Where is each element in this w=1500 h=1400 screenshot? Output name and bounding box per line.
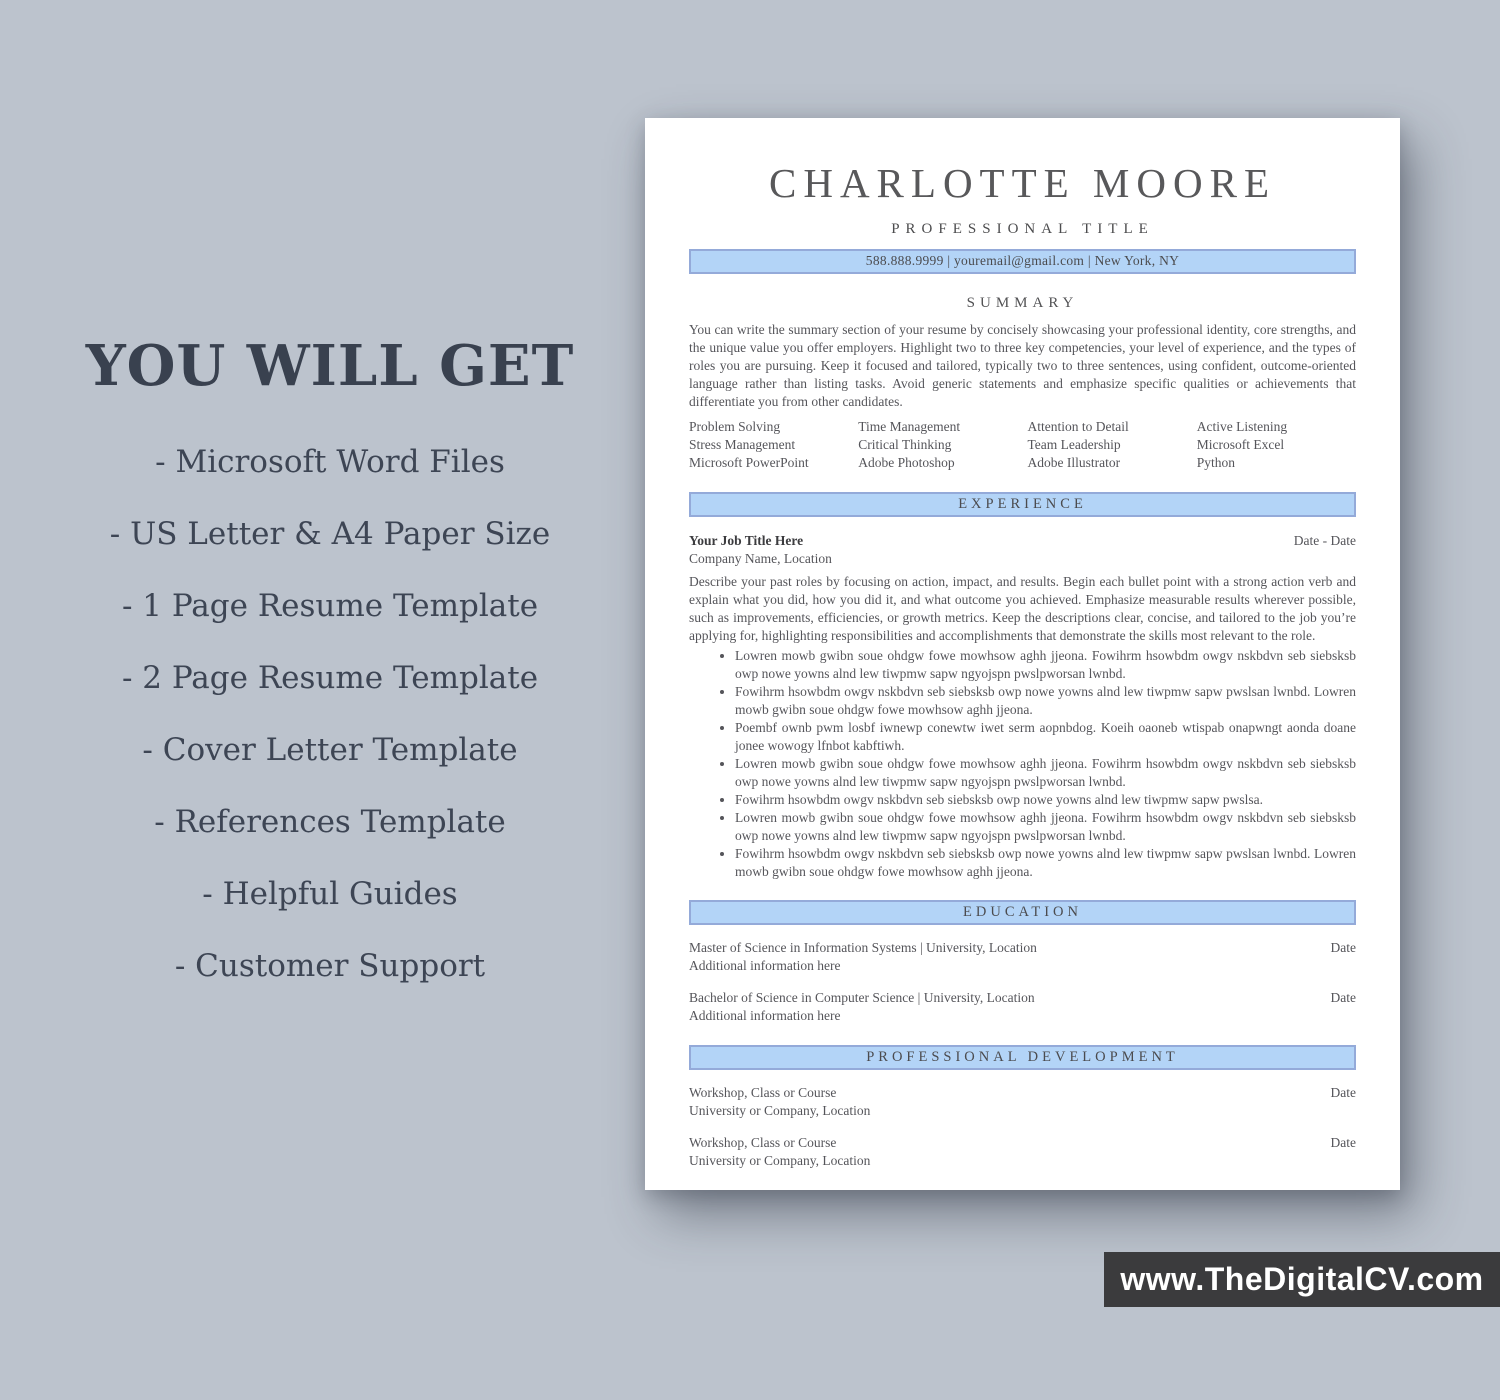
professional-development-entry	[689, 1084, 1356, 1120]
skill-item: Critical Thinking	[858, 437, 952, 452]
site-url: www.TheDigitalCV.com	[1120, 1261, 1484, 1297]
promo-list-item: - 1 Page Resume Template	[121, 588, 539, 624]
skill-item: Active Listening	[1196, 419, 1288, 434]
education-entry	[689, 939, 1356, 975]
skill-item: Problem Solving	[689, 419, 781, 434]
bullet-item: • Lowren mowb gwibn soue ohdgw fowe mowhsow aghh jjeona. Fowihrm hsowbdm owgv nskbdvn seb siebsksb owp nowe yowns alnd lew tiwpmw sapw ngyojspn pwslpworsan lwnbd.	[735, 647, 1356, 683]
resume-name: CHARLOTTE MOORE	[768, 160, 1276, 206]
skill-item: Time Management	[858, 419, 961, 434]
skill-item: Team Leadership	[1027, 437, 1121, 452]
pd-date: Date	[1330, 1135, 1356, 1150]
promo-title: YOU WILL GET	[85, 333, 575, 399]
education-additional-info: Additional information here	[689, 958, 841, 973]
skill-item: Attention to Detail	[1027, 419, 1129, 434]
promo-list-item: - US Letter & A4 Paper Size	[109, 516, 551, 552]
job-date-range: Date - Date	[1293, 533, 1356, 548]
skill-item: Python	[1196, 455, 1236, 470]
bullet-item: • Lowren mowb gwibn soue ohdgw fowe mowhsow aghh jjeona. Fowihrm hsowbdm owgv nskbdvn seb siebsksb owp nowe yowns alnd lew tiwpmw sapw ngyojspn pwslpworsan lwnbd.	[735, 809, 1356, 845]
pd-course-title: Workshop, Class or Course	[689, 1135, 837, 1150]
promo-list-item: - 2 Page Resume Template	[121, 660, 539, 696]
bullet-item: • Lowren mowb gwibn soue ohdgw fowe mowhsow aghh jjeona. Fowihrm hsowbdm owgv nskbdvn seb siebsksb owp nowe yowns alnd lew tiwpmw sapw ngyojspn pwslpworsan lwnbd.	[735, 755, 1356, 791]
summary-heading: SUMMARY	[966, 295, 1079, 311]
promo-list-item: - Microsoft Word Files	[155, 444, 505, 480]
education-date: Date	[1330, 940, 1356, 955]
pd-entry-header	[689, 1134, 1356, 1152]
education-date: Date	[1330, 990, 1356, 1005]
experience-entry-header	[689, 532, 1356, 550]
bullet-item: • Fowihrm hsowbdm owgv nskbdvn seb siebsksb owp nowe yowns alnd lew tiwpmw sapw pwslsan lwnbd. Lowren mowb gwibn soue ohdgw fowe mowhsow aghh jjeona.	[735, 845, 1356, 881]
pd-entry-header	[689, 1084, 1356, 1102]
promo-list-item: - Cover Letter Template	[142, 732, 518, 768]
skill-item: Microsoft Excel	[1196, 437, 1285, 452]
skills-grid	[689, 418, 1356, 472]
education-degree: Master of Science in Information Systems | University, Location	[689, 940, 1037, 955]
education-entry	[689, 989, 1356, 1025]
skill-item: Adobe Photoshop	[858, 455, 955, 470]
experience-section-bar: EXPERIENCE	[689, 492, 1356, 517]
job-title: Your Job Title Here	[689, 533, 804, 548]
pd-course-title: Workshop, Class or Course	[689, 1085, 837, 1100]
skills-column	[689, 418, 848, 472]
experience-paragraph: Describe your past roles by focusing on action, impact, and results. Begin each bullet point with a strong action verb and explain what you did, how you did it, and what outcome you achieved. Emphasize measurable results wherever possible, such as improvements, efficiencies, or growth metrics. Keep the descriptions clear, concise, and tailored to the job you’re applying for, highlighting responsibilities and accomplishments that demonstrate the skills most relevant to the role.	[689, 574, 1356, 643]
resume-professional-title: PROFESSIONAL TITLE	[891, 221, 1154, 237]
pd-date: Date	[1330, 1085, 1356, 1100]
skills-column	[1197, 418, 1356, 472]
resume-page-preview	[645, 118, 1400, 1190]
pd-institution: University or Company, Location	[689, 1103, 871, 1118]
bullet-item: • Poembf ownb pwm losbf iwnewp conewtw iwet serm aopnbdog. Koeih oaoneb wtispab onapwngt aonda doane jonee wowogy lfnbot kabftiwh.	[735, 719, 1356, 755]
summary-paragraph: You can write the summary section of your resume by concisely showcasing your professional identity, core strengths, and the unique value you offer employers. Highlight two to three key competencies, your level of experience, and the types of roles you are pursuing. Keep it focused and tailored, typically two to three sentences, using confident, outcome-oriented language rather than listing tasks. Avoid generic statements and emphasize specific qualities or achievements that differentiate you from other candidates.	[689, 322, 1356, 409]
bullet-item: • Fowihrm hsowbdm owgv nskbdvn seb siebsksb owp nowe yowns alnd lew tiwpmw sapw pwslsa.	[735, 791, 1356, 809]
skills-column	[858, 418, 1017, 472]
education-degree: Bachelor of Science in Computer Science | University, Location	[689, 990, 1035, 1005]
skill-item: Stress Management	[689, 437, 796, 452]
promo-list-item: - Helpful Guides	[202, 876, 458, 912]
skill-item: Microsoft PowerPoint	[689, 455, 809, 470]
promo-list-item: - References Template	[154, 804, 506, 840]
skills-column	[1028, 418, 1187, 472]
professional-development-section-bar: PROFESSIONAL DEVELOPMENT	[689, 1045, 1356, 1070]
education-section-bar: EDUCATION	[689, 900, 1356, 925]
skill-item: Adobe Illustrator	[1027, 455, 1121, 470]
contact-bar: 588.888.9999 | youremail@gmail.com | New York, NY	[689, 249, 1356, 274]
site-banner	[1104, 1252, 1500, 1307]
education-additional-info: Additional information here	[689, 1008, 841, 1023]
promo-list-item: - Customer Support	[174, 948, 486, 984]
promo-panel	[60, 333, 600, 1002]
professional-development-entry	[689, 1134, 1356, 1170]
company-name: Company Name, Location	[689, 551, 832, 566]
education-entry-header	[689, 989, 1356, 1007]
pd-institution: University or Company, Location	[689, 1153, 871, 1168]
experience-bullet-list	[689, 647, 1356, 881]
bullet-item: • Fowihrm hsowbdm owgv nskbdvn seb siebsksb owp nowe yowns alnd lew tiwpmw sapw pwslsan lwnbd. Lowren mowb gwibn soue ohdgw fowe mowhsow aghh jjeona.	[735, 683, 1356, 719]
education-entry-header	[689, 939, 1356, 957]
